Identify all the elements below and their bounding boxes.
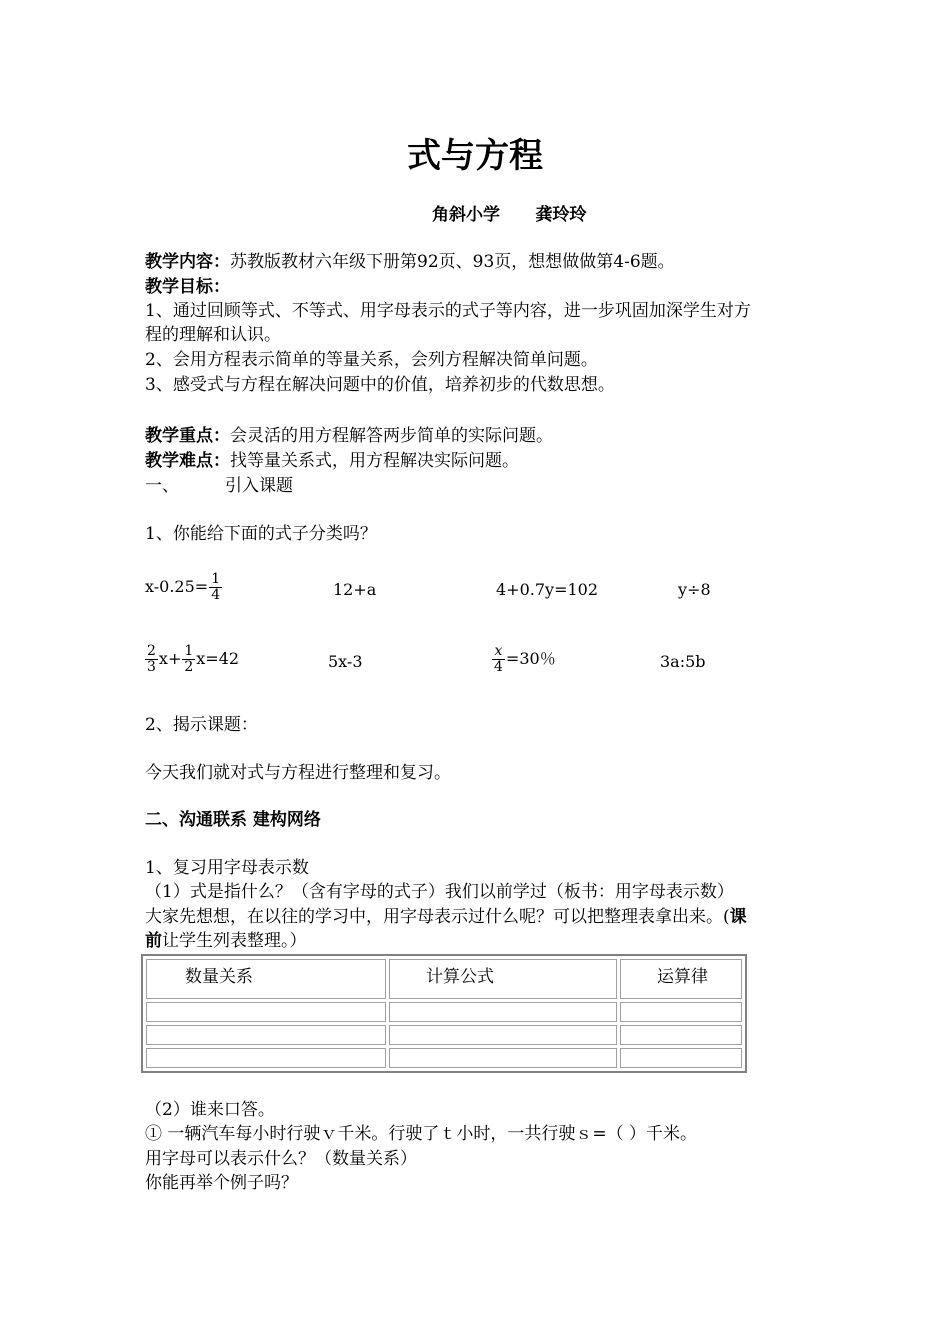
fraction (492, 644, 505, 675)
table-header-text: 数量关系 (185, 967, 253, 987)
teaching-key-text: 会灵活的用方程解答两步简单的实际问题。 (230, 426, 553, 446)
fraction-numerator: 1 (211, 571, 221, 587)
table-header-text: 运算律 (657, 967, 708, 987)
expression-8: 3a:5b (660, 652, 706, 671)
expression-1 (145, 572, 223, 603)
expression-5 (144, 644, 239, 675)
section-1-number: 一、 (145, 476, 179, 496)
review-1-line-c (145, 929, 307, 953)
section-1-heading (145, 474, 293, 498)
table-cell[interactable] (146, 1025, 386, 1045)
table-row (146, 1025, 742, 1045)
expression-3: 4+0.7y=102 (496, 580, 599, 599)
review-1-line-c-bold: 前 (145, 931, 162, 951)
document-title: 式与方程 (407, 136, 543, 176)
review-1-line-c-text: 让学生列表整理。） (162, 931, 307, 951)
fraction (209, 572, 222, 603)
section-2-heading: 二、沟通联系 建构网络 (145, 810, 321, 830)
teaching-content (145, 250, 675, 274)
expression-text: x=42 (196, 649, 240, 668)
table-header-text: 计算公式 (426, 967, 494, 987)
expression-text: =30％ (505, 649, 556, 668)
table-cell[interactable] (389, 1048, 617, 1068)
intro-text: 今天我们就对式与方程进行整理和复习。 (145, 763, 451, 783)
fraction-numerator: 2 (147, 643, 156, 659)
teaching-difficulty (145, 449, 519, 473)
section-1-title: 引入课题 (225, 476, 293, 496)
review-2-line-a: ① 一辆汽车每小时行驶ｖ千米。行驶了ｔ小时，一共行驶ｓ=（ ）千米。 (145, 1124, 698, 1144)
fraction-denominator: 3 (147, 659, 156, 675)
review-1-title: 1、复习用字母表示数 (145, 858, 309, 878)
author-school: 角斜小学 (432, 205, 500, 225)
table-cell[interactable] (146, 1002, 386, 1022)
expression-6: 5x-3 (328, 652, 363, 671)
table-header-cell (146, 959, 386, 999)
review-2-line-b: 用字母可以表示什么？（数量关系） (145, 1149, 417, 1169)
fraction (145, 644, 158, 675)
table-row (146, 1048, 742, 1068)
table-cell[interactable] (146, 1048, 386, 1068)
goal-item: 3、感受式与方程在解决问题中的价值，培养初步的代数思想。 (145, 375, 615, 395)
table-header-cell (389, 959, 617, 999)
fraction-denominator: 4 (494, 659, 503, 675)
goal-item: 1、通过回顾等式、不等式、用字母表示的式子等内容，进一步巩固加深学生对方 (145, 301, 751, 321)
expression-text: x-0.25= (145, 577, 209, 596)
teaching-key-label: 教学重点： (145, 426, 230, 446)
fraction-numerator: 1 (184, 643, 194, 659)
expression-text: x+ (158, 649, 182, 668)
goal-item: 程的理解和认识。 (145, 325, 281, 345)
author-line (432, 200, 587, 225)
author-name: 龚玲玲 (535, 205, 587, 225)
table-header-row (146, 959, 742, 999)
question-1: 1、你能给下面的式子分类吗？ (145, 524, 377, 544)
review-1-line-b-bold: 课 (729, 907, 747, 927)
review-2-line-c: 你能再举个例子吗？ (145, 1173, 298, 1193)
review-1-line-b (145, 905, 747, 929)
review-1-line-a: （1）式是指什么？（含有字母的式子）我们以前学过（板书：用字母表示数） (145, 882, 734, 902)
teaching-goals-label: 教学目标： (145, 277, 230, 297)
teaching-content-text: 苏教版教材六年级下册第92页、93页，想想做做第4-6题。 (230, 252, 675, 272)
table-cell[interactable] (620, 1025, 742, 1045)
expression-7 (491, 644, 556, 675)
teaching-content-label: 教学内容： (145, 252, 230, 272)
review-2-title: （2）谁来口答。 (145, 1100, 275, 1120)
review-1-line-b-text: 大家先想想，在以往的学习中，用字母表示过什么呢？可以把整理表拿出来。( (145, 907, 730, 927)
fraction-denominator: 4 (211, 587, 221, 603)
expression-4: y÷8 (678, 580, 711, 599)
teaching-difficulty-text: 找等量关系式，用方程解决实际问题。 (230, 451, 519, 471)
table-header-cell (620, 959, 742, 999)
table-row (146, 1002, 742, 1022)
fraction-numerator: x (492, 644, 505, 660)
table-cell[interactable] (389, 1002, 617, 1022)
fraction-denominator: 2 (184, 659, 194, 675)
expression-2: 12+a (333, 580, 377, 599)
review-table (141, 954, 747, 1073)
fraction (182, 644, 195, 675)
teaching-difficulty-label: 教学难点： (145, 451, 230, 471)
table-cell[interactable] (620, 1048, 742, 1068)
goal-item: 2、会用方程表示简单的等量关系，会列方程解决简单问题。 (145, 350, 598, 370)
teaching-key (145, 424, 553, 448)
table-cell[interactable] (389, 1025, 617, 1045)
table-cell[interactable] (620, 1002, 742, 1022)
question-2: 2、揭示课题： (145, 715, 258, 735)
